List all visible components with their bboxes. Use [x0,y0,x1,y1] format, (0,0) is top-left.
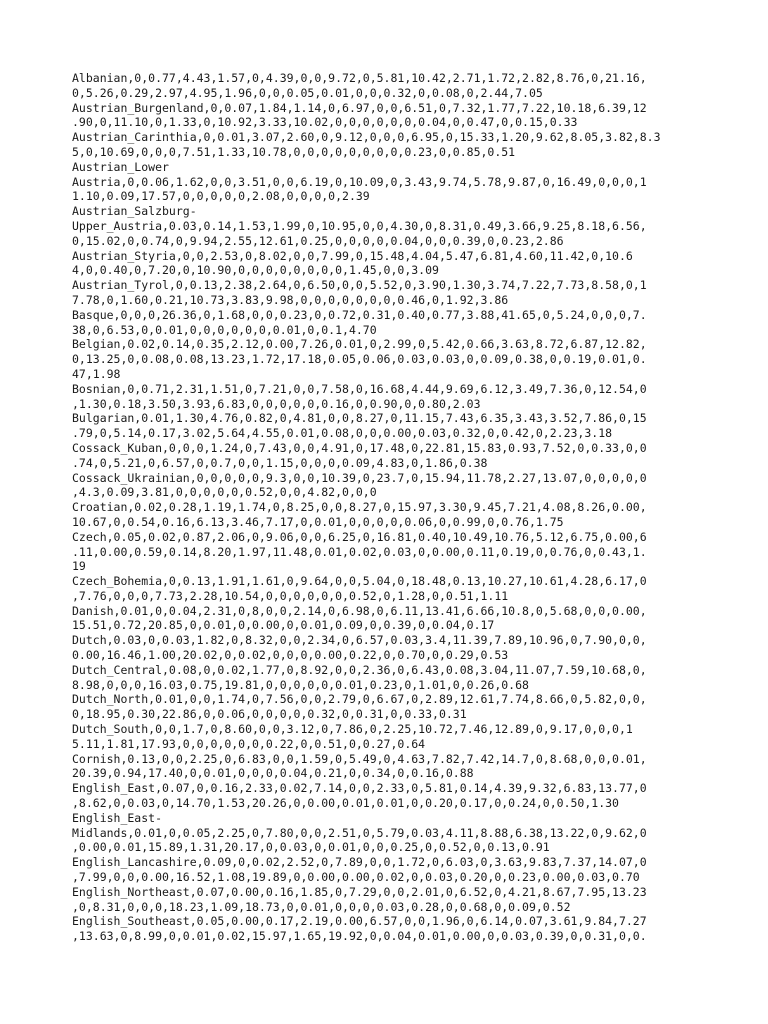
document-line: 4,0,0.40,0,7.20,0,10.90,0,0,0,0,0,0,0,0,1.45,0,0,3.09 [72,263,439,278]
document-line: 20.39,0.94,17.40,0,0.01,0,0,0,0.04,0.21,0,0.34,0,0.16,0.88 [72,766,474,781]
document-line: Austrian_Salzburg- [72,204,197,219]
document-line: ,7.76,0,0,0,7.73,2.28,10.54,0,0,0,0,0,0,0.52,0,1.28,0,0.51,1.11 [72,588,509,603]
document-line: Danish,0.01,0,0.04,2.31,0,8,0,0,2.14,0,6.98,0,6.11,13.41,6.66,10.8,0,5.68,0,0,0.00, [72,603,647,618]
document-line: Austrian_Carinthia,0,0.01,3.07,2.60,0,9.12,0,0,0,6.95,0,15.33,1.20,9.62,8.05,3.82,8.3 [72,130,661,145]
document-line: 0.00,16.46,1.00,20.02,0,0.02,0,0,0,0.00,0.22,0,0.70,0,0.29,0.53 [72,648,509,663]
document-line: 0,5.26,0.29,2.97,4.95,1.96,0,0,0.05,0.01,0,0,0.32,0,0.08,0,2.44,7.05 [72,85,543,100]
document-text-block [72,71,700,944]
document-line: ,4.3,0.09,3.81,0,0,0,0,0,0.52,0,0,4.82,0,0,0 [72,485,377,500]
document-line: Cossack_Ukrainian,0,0,0,0,0,9.3,0,0,10.39,0,23.7,0,15.94,11.78,2.27,13.07,0,0,0,0,0 [72,470,647,485]
document-line: 8.98,0,0,0,16.03,0.75,19.81,0,0,0,0,0,0.01,0.23,0,1.01,0,0.26,0.68 [72,677,529,692]
document-line: English_East- [72,810,163,825]
document-line: 7.78,0,1.60,0.21,10.73,3.83,9.98,0,0,0,0,0,0,0,0.46,0,1.92,3.86 [72,292,509,307]
document-line: .90,0,11.10,0,1.33,0,10.92,3.33,10.02,0,0,0,0,0,0,0.04,0,0.47,0,0.15,0.33 [72,115,578,130]
document-line: Dutch_North,0.01,0,0,1.74,0,7.56,0,0,2.79,0,6.67,0,2.89,12.61,7.74,8.66,0,5.82,0,0, [72,692,647,707]
document-line: ,7.99,0,0,0.00,16.52,1.08,19.89,0,0.00,0.00,0.02,0,0.03,0.20,0,0.23,0.00,0.03,0.70 [72,870,640,885]
document-line: English_Southeast,0.05,0.00,0.17,2.19,0.00,6.57,0,0,1.96,0,6.14,0.07,3.61,9.84,7.27 [72,914,647,929]
document-line: 0,13.25,0,0.08,0.08,13.23,1.72,17.18,0.05,0.06,0.03,0.03,0,0.09,0.38,0,0.19,0.01,0. [72,352,647,367]
document-line: ,0,8.31,0,0,0,18.23,1.09,18.73,0,0.01,0,0,0,0.03,0.28,0,0.68,0,0.09,0.52 [72,899,571,914]
document-line: Austrian_Burgenland,0,0.07,1.84,1.14,0,6.97,0,0,6.51,0,7.32,1.77,7.22,10.18,6.39,12 [72,100,647,115]
document-line: Basque,0,0,0,26.36,0,1.68,0,0,0.23,0,0.72,0.31,0.40,0.77,3.88,41.65,0,5.24,0,0,0,7. [72,307,647,322]
document-line: .11,0.00,0.59,0.14,8.20,1.97,11.48,0.01,0.02,0.03,0,0.00,0.11,0.19,0,0.76,0,0.43,1. [72,544,647,559]
document-line: Czech,0.05,0.02,0.87,2.06,0,9.06,0,0,6.25,0,16.81,0.40,10.49,10.76,5.12,6.75,0.00,6 [72,529,647,544]
document-line: Dutch,0.03,0,0.03,1.82,0,8.32,0,0,2.34,0,6.57,0.03,3.4,11.39,7.89,10.96,0,7.90,0,0, [72,633,647,648]
document-line: Cornish,0.13,0,0,2.25,0,6.83,0,0,1.59,0,5.49,0,4.63,7.82,7.42,14.7,0,8.68,0,0,0.01, [72,751,647,766]
document-line: Austria,0,0.06,1.62,0,0,3.51,0,0,6.19,0,10.09,0,3.43,9.74,5.78,9.87,0,16.49,0,0,0,1 [72,174,647,189]
document-line: 19 [72,559,86,574]
document-line: .74,0,5.21,0,6.57,0,0.7,0,0,1.15,0,0,0,0.09,4.83,0,1.86,0.38 [72,455,488,470]
document-line: Albanian,0,0.77,4.43,1.57,0,4.39,0,0,9.72,0,5.81,10.42,2.71,1.72,2.82,8.76,0,21.16, [72,71,647,85]
document-line: Czech_Bohemia,0,0.13,1.91,1.61,0,9.64,0,0,5.04,0,18.48,0.13,10.27,10.61,4.28,6.17,0 [72,574,647,589]
document-line: ,13.63,0,8.99,0,0.01,0.02,15.97,1.65,19.92,0,0.04,0.01,0.00,0,0.03,0.39,0,0.31,0,0. [72,929,647,944]
document-line: Austrian_Styria,0,0,2.53,0,8.02,0,0,7.99,0,15.48,4.04,5.47,6.81,4.60,11.42,0,10.6 [72,248,633,263]
document-line: Belgian,0.02,0.14,0.35,2.12,0.00,7.26,0.01,0,2.99,0,5.42,0.66,3.63,8.72,6.87,12.82, [72,337,647,352]
document-line: 5,0,10.69,0,0,0,7.51,1.33,10.78,0,0,0,0,0,0,0,0,0.23,0,0.85,0.51 [72,144,516,159]
document-line: ,8.62,0,0.03,0,14.70,1.53,20.26,0,0.00,0.01,0.01,0,0.20,0.17,0,0.24,0,0.50,1.30 [72,796,619,811]
document-line: Cossack_Kuban,0,0,0,1.24,0,7.43,0,0,4.91,0,17.48,0,22.81,15.83,0.93,7.52,0,0.33,0,0 [72,440,647,455]
document-line: English_Lancashire,0.09,0,0.02,2.52,0,7.89,0,0,1.72,0,6.03,0,3.63,9.83,7.37,14.07,0 [72,855,647,870]
document-line: Austrian_Tyrol,0,0.13,2.38,2.64,0,6.50,0,0,5.52,0,3.90,1.30,3.74,7.22,7.73,8.58,0,1 [72,278,647,293]
document-line: 10.67,0,0.54,0.16,6.13,3.46,7.17,0,0.01,0,0,0,0,0.06,0,0.99,0,0.76,1.75 [72,514,564,529]
document-line: 1.10,0.09,17.57,0,0,0,0,0,2.08,0,0,0,0,2.39 [72,189,370,204]
document-line: Midlands,0.01,0,0.05,2.25,0,7.80,0,0,2.51,0,5.79,0.03,4.11,8.88,6.38,13.22,0,9.62,0 [72,825,647,840]
document-line: Croatian,0.02,0.28,1.19,1.74,0,8.25,0,0,8.27,0,15.97,3.30,9.45,7.21,4.08,8.26,0.00, [72,500,647,515]
document-line: Upper_Austria,0.03,0.14,1.53,1.99,0,10.95,0,0,4.30,0,8.31,0.49,3.66,9.25,8.18,6.56, [72,218,647,233]
document-line: 47,1.98 [72,366,121,381]
document-line: Dutch_South,0,0,1.7,0,8.60,0,0,3.12,0,7.86,0,2.25,10.72,7.46,12.89,0,9.17,0,0,0,1 [72,722,633,737]
document-line: 15.51,0.72,20.85,0,0.01,0,0.00,0,0.01,0.09,0,0.39,0,0.04,0.17 [72,618,495,633]
document-line: English_Northeast,0.07,0.00,0.16,1.85,0,7.29,0,0,2.01,0,6.52,0,4.21,8.67,7.95,13.23 [72,884,647,899]
document-line: Bulgarian,0.01,1.30,4.76,0.82,0,4.81,0,0,8.27,0,11.15,7.43,6.35,3.43,3.52,7.86,0,15 [72,411,647,426]
document-line: 0,18.95,0.30,22.86,0,0.06,0,0,0,0,0.32,0,0.31,0,0.33,0.31 [72,707,467,722]
document-line: ,0.00,0.01,15.89,1.31,20.17,0,0.03,0,0.01,0,0,0.25,0,0.52,0,0.13,0.91 [72,840,550,855]
document-line: 0,15.02,0,0.74,0,9.94,2.55,12.61,0.25,0,0,0,0,0.04,0,0,0.39,0,0.23,2.86 [72,233,564,248]
document-line: ,1.30,0.18,3.50,3.93,6.83,0,0,0,0,0,0.16,0,0.90,0,0.80,2.03 [72,396,481,411]
document-line: 38,0,6.53,0,0.01,0,0,0,0,0,0,0.01,0,0.1,4.70 [72,322,377,337]
document-line: Austrian_Lower [72,159,169,174]
document-line: Dutch_Central,0.08,0,0.02,1.77,0,8.92,0,0,2.36,0,6.43,0.08,3.04,11.07,7.59,10.68,0, [72,662,647,677]
document-line: English_East,0.07,0,0.16,2.33,0.02,7.14,0,0,2.33,0,5.81,0.14,4.39,9.32,6.83,13.77,0 [72,781,647,796]
document-line: 5.11,1.81,17.93,0,0,0,0,0,0,0.22,0,0.51,0,0.27,0.64 [72,736,426,751]
document-line: .79,0,5.14,0.17,3.02,5.64,4.55,0.01,0.08,0,0,0.00,0.03,0.32,0,0.42,0,2.23,3.18 [72,426,613,441]
document-line: Bosnian,0,0.71,2.31,1.51,0,7.21,0,0,7.58,0,16.68,4.44,9.69,6.12,3.49,7.36,0,12.54,0 [72,381,647,396]
